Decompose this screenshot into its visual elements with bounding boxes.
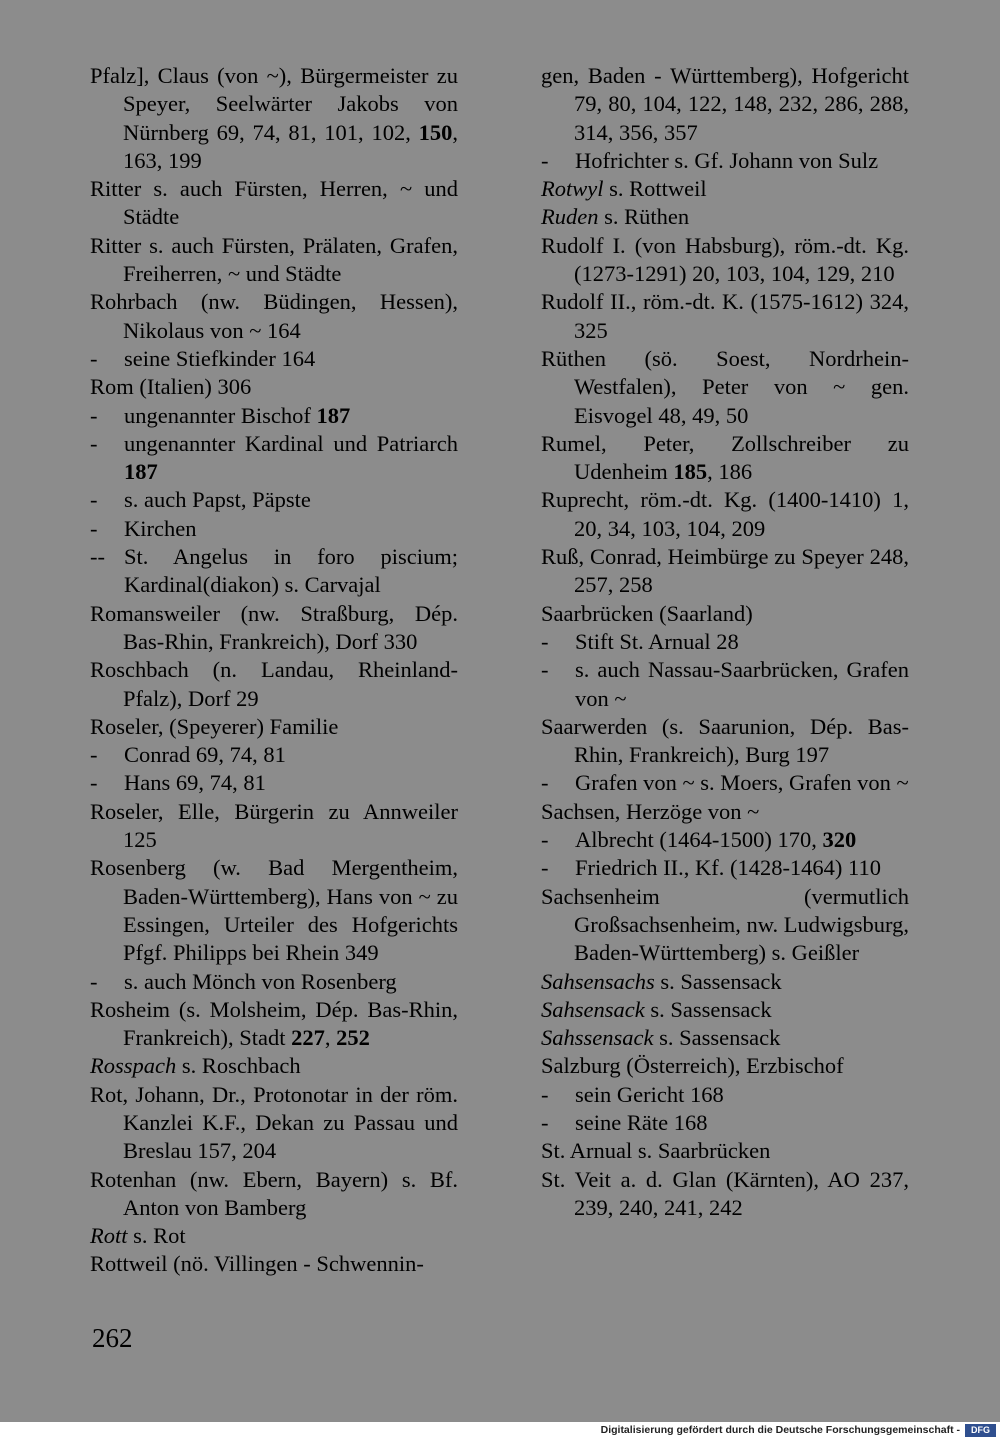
index-entry — [541, 543, 909, 600]
page-ref-bold: 187 — [316, 402, 351, 428]
entry-text: s. auch Nassau-Saarbrücken, Grafen von ~ — [575, 657, 909, 711]
entry-text: Saarwerden (s. Saarunion, Dép. Bas-Rhin, Frankreich), Burg 197 — [541, 713, 909, 768]
page-number: 262 — [92, 1323, 133, 1353]
index-entry — [90, 232, 458, 289]
page-ref-bold: 227 — [291, 1025, 325, 1051]
index-entry — [541, 600, 909, 628]
entry-text: Grafen von ~ s. Moers, Grafen von ~ — [575, 770, 909, 796]
entry-text: , 186 — [707, 459, 753, 485]
index-subentry — [90, 769, 458, 797]
index-subentry — [541, 1081, 909, 1109]
index-entry — [541, 1137, 909, 1165]
entry-text: Conrad 69, 74, 81 — [124, 742, 286, 768]
entry-text: s. Roschbach — [176, 1053, 301, 1079]
index-entry — [541, 203, 909, 231]
variant-spelling: Sahsensack — [541, 996, 645, 1022]
index-subentry — [90, 741, 458, 769]
index-subentry — [90, 543, 458, 600]
index-subentry — [541, 147, 909, 175]
entry-text: Rosenberg (w. Bad Mergentheim, Baden-Württemberg), Hans von ~ zu Essingen, Urteiler des Hofgerichts Pfgf. Philipps bei Rhein 349 — [90, 855, 458, 966]
index-entry — [541, 62, 909, 147]
entry-text: s. Rot — [127, 1223, 186, 1249]
index-entry — [541, 1052, 909, 1080]
index-entry — [541, 996, 909, 1024]
entry-text: Stift St. Arnual 28 — [575, 628, 739, 654]
entry-text: Rom (Italien) 306 — [90, 374, 252, 400]
entry-text: Rotenhan (nw. Ebern, Bayern) s. Bf. Anton von Bamberg — [90, 1166, 458, 1220]
variant-spelling: Rosspach — [90, 1053, 177, 1079]
entry-text: Albrecht (1464-1500) 170, — [575, 827, 823, 853]
subentry-dash: - — [541, 147, 549, 173]
variant-spelling: Rotwyl — [541, 176, 604, 202]
index-entry — [90, 798, 458, 855]
index-subentry — [541, 1109, 909, 1137]
entry-text: s. Rüthen — [598, 204, 690, 230]
subentry-dash: - — [541, 770, 549, 796]
index-column-right — [541, 62, 909, 1222]
entry-text: Salzburg (Österreich), Erzbischof — [541, 1053, 844, 1079]
entry-text: Hans 69, 74, 81 — [124, 770, 266, 796]
subentry-dash: - — [90, 515, 98, 541]
entry-text: gen, Baden - Württemberg), Hofgericht 79, 80, 104, 122, 148, 232, 286, 288, 314, 356, 357 — [541, 63, 909, 145]
index-entry — [90, 1222, 458, 1250]
index-subentry — [90, 486, 458, 514]
entry-text: Saarbrücken (Saarland) — [541, 600, 753, 626]
subentry-dash: - — [90, 345, 98, 371]
entry-text: Rottweil (nö. Villingen - Schwennin- — [90, 1251, 424, 1277]
index-subentry — [90, 430, 458, 487]
index-entry — [541, 430, 909, 487]
subentry-dash: - — [90, 487, 98, 513]
page-ref-bold: 185 — [673, 459, 708, 485]
subentry-dash: - — [90, 968, 98, 994]
index-entry — [90, 996, 458, 1053]
entry-text: ungenannter Bischof — [124, 402, 317, 428]
index-entry — [90, 175, 458, 232]
entry-text: s. Sassensack — [653, 1025, 781, 1051]
entry-text: Rüthen (sö. Soest, Nordrhein-Westfalen), Peter von ~ gen. Eisvogel 48, 49, 50 — [541, 345, 909, 428]
entry-text: , 163, 199 — [123, 119, 458, 173]
entry-text: Rosheim (s. Molsheim, Dép. Bas-Rhin, Frankreich), Stadt — [90, 996, 458, 1051]
index-entry — [541, 288, 909, 345]
subentry-dash: - — [541, 1081, 549, 1107]
index-entry — [541, 232, 909, 289]
index-entry — [90, 288, 458, 345]
entry-text: Sachsen, Herzöge von ~ — [541, 798, 760, 824]
entry-text: s. Rottweil — [603, 176, 707, 202]
index-entry — [541, 175, 909, 203]
variant-spelling: Rott — [90, 1223, 128, 1249]
index-entry — [90, 1052, 458, 1080]
index-entry — [90, 656, 458, 713]
entry-text: Roseler, Elle, Bürgerin zu Annweiler 125 — [90, 798, 458, 853]
index-entry — [90, 713, 458, 741]
index-column-left — [90, 62, 458, 1279]
entry-text: St. Veit a. d. Glan (Kärnten), AO 237, 239, 240, 241, 242 — [541, 1166, 909, 1220]
index-subentry — [541, 769, 909, 797]
entry-text: Friedrich II., Kf. (1428-1464) 110 — [575, 855, 881, 881]
entry-text: Romansweiler (nw. Straßburg, Dép. Bas-Rhin, Frankreich), Dorf 330 — [90, 600, 458, 654]
index-subentry — [90, 515, 458, 543]
page-ref-bold: 320 — [822, 827, 857, 853]
entry-text: St. Angelus in foro piscium; Kardinal(diakon) s. Carvajal — [124, 544, 458, 598]
subentry-dash: - — [90, 430, 98, 456]
page-ref-bold: 150 — [418, 119, 453, 145]
entry-text: Ruprecht, röm.-dt. Kg. (1400-1410) 1, 20, 34, 103, 104, 209 — [541, 487, 909, 541]
page-ref-bold: 187 — [124, 459, 158, 485]
entry-text: Ritter s. auch Fürsten, Prälaten, Grafen, Freiherren, ~ und Städte — [90, 232, 458, 287]
entry-text: Sachsenheim (vermutlich Großsachsenheim, nw. Ludwigsburg, Baden-Württemberg) s. Geißler — [541, 883, 909, 966]
index-subentry — [90, 345, 458, 373]
subentry-dash: - — [541, 657, 549, 683]
page-ref-bold: 252 — [336, 1025, 370, 1051]
entry-text: seine Räte 168 — [575, 1109, 708, 1135]
entry-text: Hofrichter s. Gf. Johann von Sulz — [575, 147, 879, 173]
subentry-dash: - — [541, 855, 549, 881]
entry-text: ungenannter Kardinal und Patriarch — [124, 430, 458, 456]
entry-text: s. Sassensack — [654, 968, 782, 994]
subentry-dash: - — [541, 1109, 549, 1135]
dfg-logo-icon: DFG — [965, 1424, 996, 1437]
entry-text: Rumel, Peter, Zollschreiber zu Udenheim — [541, 430, 909, 485]
index-entry — [541, 1166, 909, 1223]
index-entry — [90, 1081, 458, 1166]
subentry-dash: - — [90, 402, 98, 428]
index-entry — [90, 600, 458, 657]
index-subentry — [90, 968, 458, 996]
index-entry — [541, 1024, 909, 1052]
index-entry — [90, 1250, 458, 1278]
index-subentry — [90, 402, 458, 430]
entry-text: Rudolf I. (von Habsburg), röm.-dt. Kg. (1273-1291) 20, 103, 104, 129, 210 — [541, 232, 909, 287]
entry-text: s. auch Papst, Päpste — [124, 487, 311, 513]
entry-text: Rohrbach (nw. Büdingen, Hessen), Nikolaus von ~ 164 — [90, 289, 458, 343]
index-subentry — [541, 854, 909, 882]
entry-text: Ruß, Conrad, Heimbürge zu Speyer 248, 257, 258 — [541, 544, 909, 598]
index-entry — [541, 713, 909, 770]
index-subentry — [541, 826, 909, 854]
subentry-dash: - — [90, 770, 98, 796]
variant-spelling: Sahsensachs — [541, 968, 655, 994]
entry-text: s. Sassensack — [644, 996, 772, 1022]
subentry-dash: - — [541, 827, 549, 853]
entry-text: Kirchen — [124, 515, 197, 541]
index-subentry — [541, 656, 909, 713]
subentry-dash: -- — [90, 544, 105, 570]
entry-text: Rot, Johann, Dr., Protonotar in der röm. Kanzlei K.F., Dekan zu Passau und Breslau 157, 204 — [90, 1081, 458, 1164]
index-entry — [541, 968, 909, 996]
index-entry — [90, 62, 458, 175]
entry-text: sein Gericht 168 — [575, 1081, 724, 1107]
index-entry — [541, 883, 909, 968]
entry-text: s. auch Mönch von Rosenberg — [124, 968, 397, 994]
entry-text: Pfalz], Claus (von ~), Bürgermeister zu Speyer, Seelwärter Jakobs von Nürnberg 69, 74, 81, 101, 102, — [90, 63, 458, 145]
index-entry — [541, 345, 909, 430]
entry-text: Roseler, (Speyerer) Familie — [90, 713, 339, 739]
entry-text: seine Stiefkinder 164 — [124, 345, 316, 371]
index-subentry — [541, 628, 909, 656]
entry-text: , — [324, 1025, 337, 1051]
entry-text: St. Arnual s. Saarbrücken — [541, 1138, 771, 1164]
entry-text: Ritter s. auch Fürsten, Herren, ~ und Städte — [90, 176, 458, 230]
index-entry — [541, 798, 909, 826]
variant-spelling: Sahssensack — [541, 1025, 654, 1051]
subentry-dash: - — [541, 628, 549, 654]
entry-text: Roschbach (n. Landau, Rheinland-Pfalz), Dorf 29 — [90, 657, 458, 711]
entry-text: Rudolf II., röm.-dt. K. (1575-1612) 324, 325 — [541, 289, 909, 343]
index-entry — [90, 373, 458, 401]
subentry-dash: - — [90, 742, 98, 768]
variant-spelling: Ruden — [541, 204, 599, 230]
digitization-footer — [0, 1422, 1000, 1439]
footer-credit: Digitalisierung gefördert durch die Deutsche Forschungsgemeinschaft - — [600, 1424, 960, 1436]
index-entry — [90, 1166, 458, 1223]
index-entry — [541, 486, 909, 543]
index-entry — [90, 854, 458, 967]
